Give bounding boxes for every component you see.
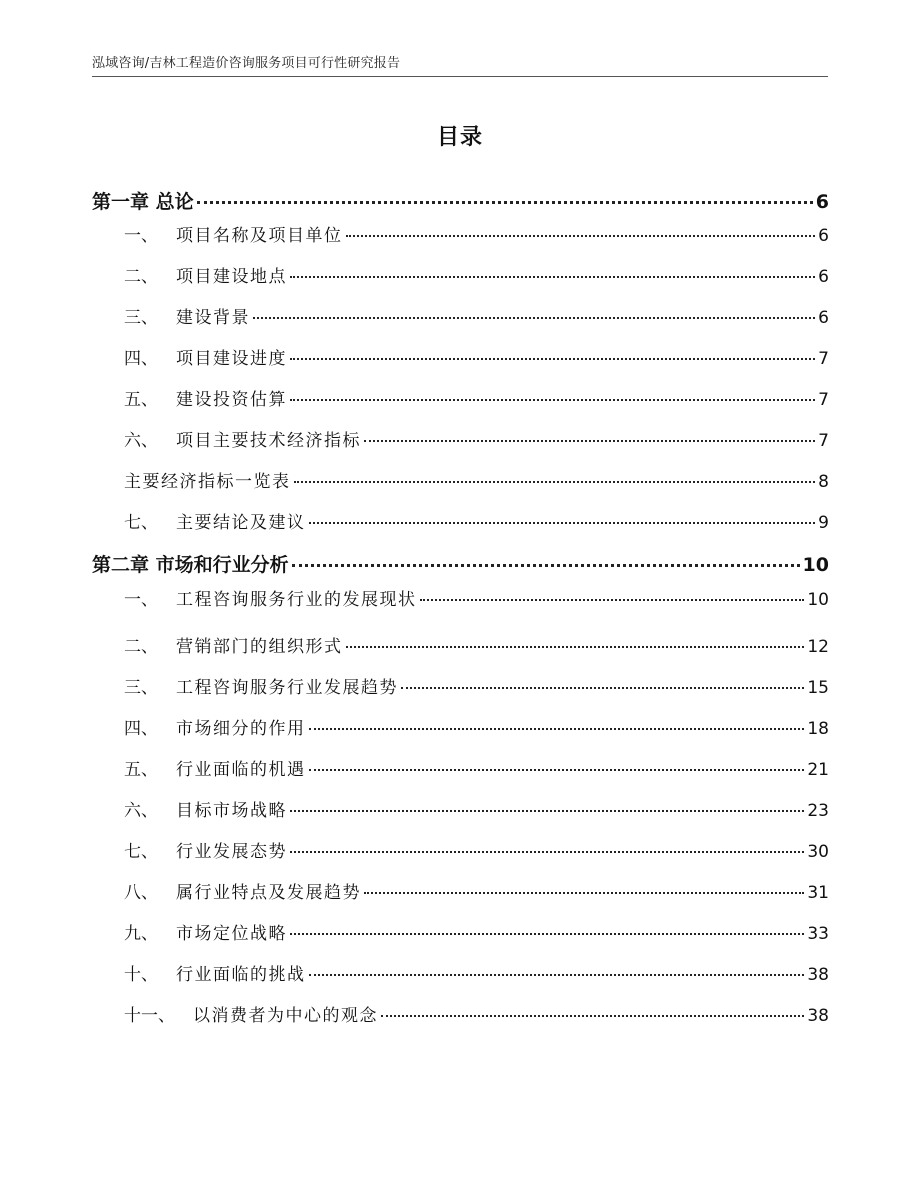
toc-page-number: 7: [818, 431, 829, 451]
toc-page-number: 6: [818, 308, 829, 328]
toc-dot-leader: [420, 582, 805, 601]
toc-section-entry[interactable]: [124, 714, 829, 739]
toc-dot-leader: [290, 259, 815, 278]
toc-section-entry[interactable]: [124, 755, 829, 780]
toc-entry-number: 三、: [124, 308, 158, 328]
toc-dot-leader: [346, 629, 805, 648]
toc-entry-number: 十一、: [124, 1006, 175, 1026]
toc-dot-leader: [309, 957, 805, 976]
toc-page-number: 6: [818, 226, 829, 246]
toc-entry-label: 行业发展态势: [176, 842, 287, 862]
toc-section-entry[interactable]: [124, 919, 829, 944]
toc-dot-leader: [292, 545, 800, 567]
toc-entry-label: 项目建设进度: [176, 349, 287, 369]
toc-entry-number: 二、: [124, 267, 158, 287]
toc-page-number: 10: [807, 590, 829, 610]
toc-dot-leader: [294, 464, 816, 483]
toc-page-number: 21: [807, 760, 829, 780]
toc-page-number: 12: [807, 637, 829, 657]
toc-entry-number: 七、: [124, 513, 158, 533]
toc-entry-label: 项目主要技术经济指标: [176, 431, 361, 451]
toc-section-entry[interactable]: [124, 878, 829, 903]
toc-entry-label: 主要结论及建议: [176, 513, 306, 533]
toc-page-number: 23: [807, 801, 829, 821]
toc-section-entry[interactable]: [124, 960, 829, 985]
toc-dot-leader: [309, 505, 816, 524]
toc-chapter-entry[interactable]: [92, 186, 829, 214]
toc-entry-label: 工程咨询服务行业的发展现状: [176, 590, 417, 610]
toc-title: 目录: [436, 125, 483, 150]
toc-page-number: 6: [818, 267, 829, 287]
toc-section-entry[interactable]: [124, 467, 829, 492]
toc-dot-leader: [290, 834, 804, 853]
toc-section-entry[interactable]: [124, 303, 829, 328]
toc-entry-number: 四、: [124, 349, 158, 369]
toc-dot-leader: [253, 300, 815, 319]
toc-dot-leader: [346, 218, 816, 237]
toc-entry-number: 三、: [124, 678, 158, 698]
toc-page-number: 8: [818, 472, 829, 492]
toc-dot-leader: [309, 752, 805, 771]
toc-page-number: 15: [807, 678, 829, 698]
toc-entry-label: 建设投资估算: [176, 390, 287, 410]
toc-entry-label: 项目名称及项目单位: [176, 226, 343, 246]
toc-section-entry[interactable]: [124, 262, 829, 287]
toc-entry-label: 主要经济指标一览表: [124, 472, 291, 492]
running-header: 泓域咨询/吉林工程造价咨询服务项目可行性研究报告: [92, 56, 401, 71]
toc-entry-number: 一、: [124, 226, 158, 246]
toc-entry-number: 五、: [124, 760, 158, 780]
toc-entry-number: 六、: [124, 801, 158, 821]
toc-dot-leader: [401, 670, 804, 689]
toc-page-number: 30: [807, 842, 829, 862]
toc-section-entry[interactable]: [124, 508, 829, 533]
header-divider: [92, 76, 828, 77]
toc-entry-label: 市场细分的作用: [176, 719, 306, 739]
toc-entry-label: 建设背景: [176, 308, 250, 328]
toc-page-number: 38: [807, 1006, 829, 1026]
toc-dot-leader: [364, 423, 815, 442]
toc-entry-number: 四、: [124, 719, 158, 739]
toc-section-entry[interactable]: [124, 837, 829, 862]
toc-section-entry[interactable]: [124, 1001, 829, 1026]
toc-entry-number: 六、: [124, 431, 158, 451]
toc-page-number: 31: [807, 883, 829, 903]
toc-dot-leader: [197, 182, 813, 204]
toc-page-number: 9: [818, 513, 829, 533]
toc-dot-leader: [290, 341, 815, 360]
toc-entry-label: 项目建设地点: [176, 267, 287, 287]
toc-dot-leader: [290, 793, 804, 812]
toc-section-entry[interactable]: [124, 632, 829, 657]
toc-page-number: 33: [807, 924, 829, 944]
toc-dot-leader: [364, 875, 804, 894]
toc-entry-number: 五、: [124, 390, 158, 410]
toc-entry-number: 九、: [124, 924, 158, 944]
toc-section-entry[interactable]: [124, 221, 829, 246]
toc-page-number: 38: [807, 965, 829, 985]
toc-entry-number: 一、: [124, 590, 158, 610]
toc-dot-leader: [309, 711, 805, 730]
toc-entry-label: 行业面临的挑战: [176, 965, 306, 985]
toc-section-entry[interactable]: [124, 796, 829, 821]
toc-dot-leader: [290, 382, 815, 401]
toc-section-entry[interactable]: [124, 426, 829, 451]
toc-entry-label: 行业面临的机遇: [176, 760, 306, 780]
toc-entry-number: 二、: [124, 637, 158, 657]
toc-section-entry[interactable]: [124, 673, 829, 698]
toc-section-entry[interactable]: [124, 385, 829, 410]
toc-page-number: 7: [818, 390, 829, 410]
toc-page-number: 7: [818, 349, 829, 369]
toc-entry-number: 七、: [124, 842, 158, 862]
toc-entry-number: 十、: [124, 965, 158, 985]
toc-dot-leader: [381, 998, 804, 1017]
toc-entry-label: 以消费者为中心的观念: [193, 1006, 378, 1026]
toc-page-number: 6: [815, 191, 829, 213]
toc-entry-label: 第二章 市场和行业分析: [92, 554, 289, 576]
toc-section-entry[interactable]: [124, 585, 829, 610]
toc-entry-label: 营销部门的组织形式: [176, 637, 343, 657]
toc-entry-label: 属行业特点及发展趋势: [176, 883, 361, 903]
toc-entry-label: 工程咨询服务行业发展趋势: [176, 678, 398, 698]
toc-section-entry[interactable]: [124, 344, 829, 369]
toc-entry-number: 八、: [124, 883, 158, 903]
toc-page-number: 10: [802, 554, 829, 576]
toc-entry-label: 第一章 总论: [92, 191, 194, 213]
toc-dot-leader: [290, 916, 804, 935]
toc-page-number: 18: [807, 719, 829, 739]
toc-entry-label: 市场定位战略: [176, 924, 287, 944]
toc-chapter-entry[interactable]: [92, 549, 829, 577]
toc-entry-label: 目标市场战略: [176, 801, 287, 821]
